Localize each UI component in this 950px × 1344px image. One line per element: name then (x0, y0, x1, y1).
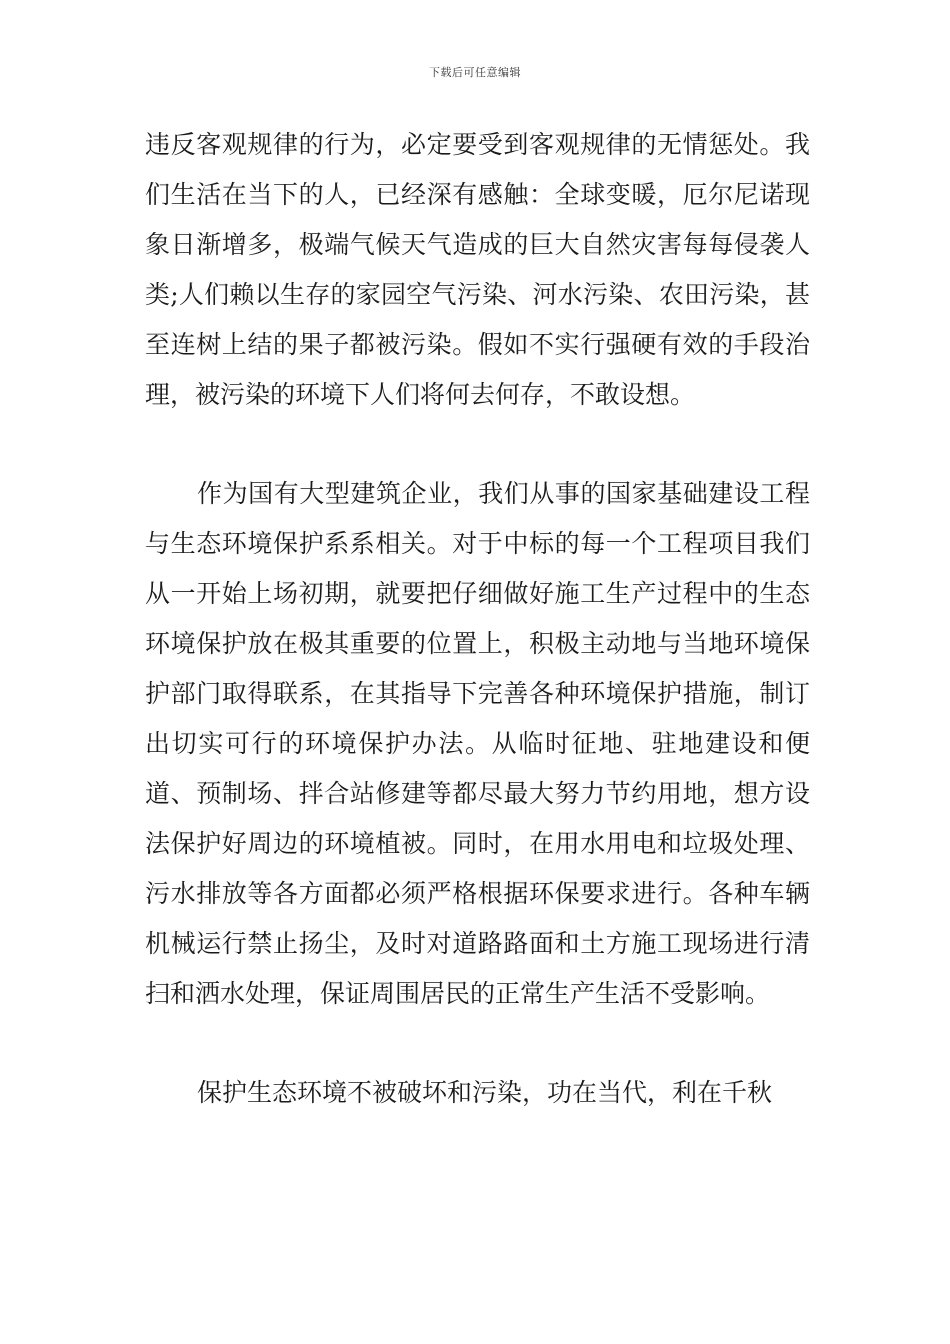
paragraph-gap (145, 1018, 810, 1068)
paragraph-1: 违反客观规律的行为，必定要受到客观规律的无情惩处。我们生活在当下的人，已经深有感触：全球变暖，厄尔尼诺现象日渐增多，极端气候天气造成的巨大自然灾害每每侵袭人类;人们赖以生存的家园空气污染、河水污染、农田污染，甚至连树上结的果子都被污染。假如不实行强硬有效的手段治理，被污染的环境下人们将何去何存，不敢设想。 (145, 130, 810, 409)
paragraph-3: 保护生态环境不被破坏和污染，功在当代，利在千秋 (197, 1078, 773, 1108)
paragraph-2: 作为国有大型建筑企业，我们从事的国家基础建设工程与生态环境保护系系相关。对于中标的每一个工程项目我们从一开始上场初期，就要把仔细做好施工生产过程中的生态环境保护放在极其重要的位置上，积极主动地与当地环境保护部门取得联系，在其指导下完善各种环境保护措施，制订出切实可行的环境保护办法。从临时征地、驻地建设和便道、预制场、拌合站修建等都尽最大努力节约用地，想方设法保护好周边的环境植被。同时，在用水用电和垃圾处理、污水排放等各方面都必须严格根据环保要求进行。各种车辆机械运行禁止扬尘，及时对道路路面和土方施工现场进行清扫和洒水处理，保证周围居民的正常生产生活不受影响。 (145, 479, 810, 1008)
document-body (145, 120, 810, 1118)
page-header: 下载后可任意编辑 (429, 66, 521, 79)
paragraph-gap (145, 419, 810, 469)
